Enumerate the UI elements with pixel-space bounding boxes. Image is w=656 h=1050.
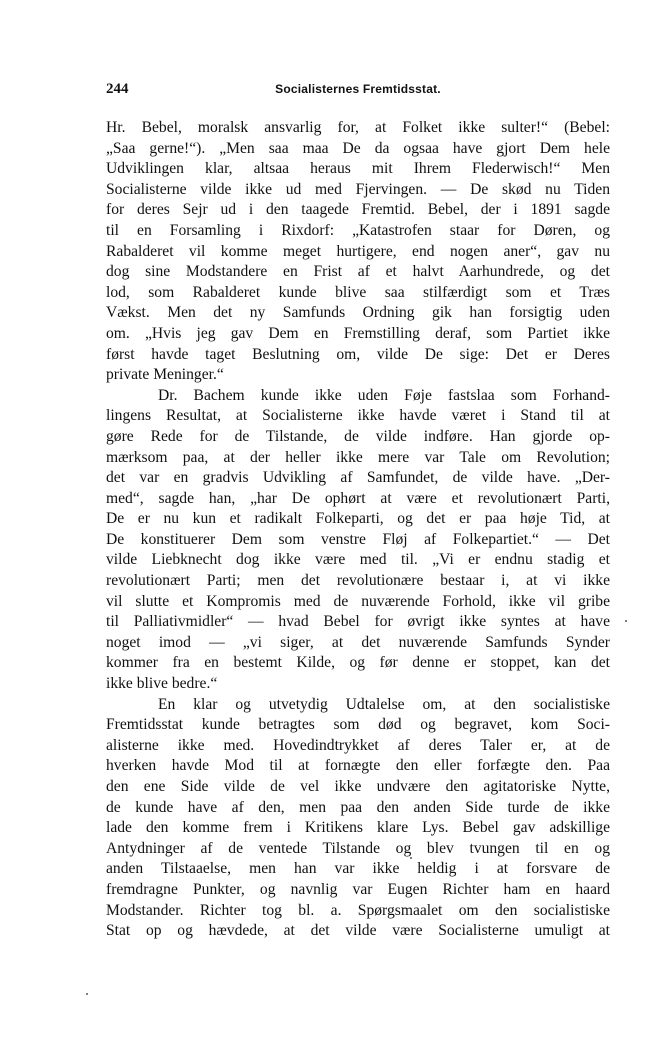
text-line: Vækst. Men det ny Samfunds Ordning gik han forsigtig uden [106, 304, 610, 322]
text-line: til en Forsamling i Rixdorf: „Katastrofen staar for Døren, og [106, 221, 610, 239]
text-line: vilde Liebknecht dog ikke være med til. „Vi er endnu stadig et [106, 551, 610, 569]
body-text [106, 118, 610, 942]
text-line: De konstituerer Dem som venstre Fløj af Folkepartiet.“ — Det [106, 530, 610, 548]
text-line: private Meninger.“ [106, 366, 224, 384]
text-line: ikke blive bedre.“ [106, 675, 218, 693]
scan-speck [625, 620, 627, 622]
scan-speck [86, 993, 88, 995]
running-head: Socialisternes Fremtidsstat. [275, 82, 441, 96]
text-line: Udviklingen klar, altsaa heraus mit Ihrem Flederwisch!“ Men [106, 160, 610, 178]
text-line: lod, som Rabalderet kunde blive saa stilfærdigt som et Træs [106, 283, 610, 301]
text-line: De er nu kun et radikalt Folkeparti, og det er paa høje Tid, at [106, 510, 610, 528]
text-line: Rabalderet vil komme meget hurtigere, end nogen aner“, gav nu [106, 242, 610, 260]
text-line: den ene Side vilde de vel ikke undvære den agitatoriske Nytte, [106, 778, 610, 795]
text-line: noget imod — „vi siger, at det nuværende Samfunds Synder [106, 633, 610, 651]
text-line: Dr. Bachem kunde ikke uden Føje fastslaa som Forhand- [158, 386, 610, 404]
text-line: revolutionært Parti; men det revolutionære bestaar i, at vi ikke [106, 572, 610, 590]
text-line: til Palliativmidler“ — hvad Bebel for øvrigt ikke syntes at have [106, 613, 610, 631]
text-line: vil slutte et Kompromis med de nuværende Forhold, ikke vil gribe [106, 592, 610, 610]
text-line: Stat op og hævdede, at det vilde være Socialisterne umuligt at [106, 922, 610, 940]
text-line: for deres Sejr ud i den taagede Fremtid. Bebel, der i 1891 sagde [106, 201, 610, 219]
text-line: om. „Hvis jeg gav Dem en Fremstilling deraf, som Partiet ikke [106, 324, 610, 342]
text-line: det var en gradvis Udvikling af Samfundet, de vilde have. „Der- [106, 469, 610, 487]
text-line: lade den komme frem i Kritikens klare Lys. Bebel gav adskillige [106, 819, 610, 837]
text-line: fremdragne Punkter, og navnlig var Eugen Richter ham en haard [106, 880, 610, 898]
page-number: 244 [106, 81, 129, 97]
text-line: dog sine Modstandere en Frist af et halvt Aarhundrede, og det [106, 263, 610, 281]
text-line: gøre Rede for de Tilstande, de vilde indføre. Han gjorde op- [106, 427, 610, 445]
text-line: En klar og utvetydig Udtalelse om, at den socialistiske [158, 695, 610, 713]
text-line: de kunde have af den, men paa den anden Side turde de ikke [106, 798, 610, 816]
text-line: Modstander. Richter tog bl. a. Spørgsmaalet om den socialistiske [106, 901, 610, 919]
text-line: Fremtidsstat kunde betragtes som død og begravet, kom Soci- [106, 716, 610, 734]
text-line: lingens Resultat, at Socialisterne ikke havde været i Stand til at [106, 407, 610, 425]
text-line: anden Tilstaaelse, men han var ikke heldig i at forsvare de [106, 860, 610, 878]
text-line: mærksom paa, at der heller ikke mere var Tale om Revolution; [106, 448, 610, 466]
text-line: først havde taget Beslutning om, vilde De sige: Det er Deres [106, 345, 610, 363]
text-line: hverken havde Mod til at fornægte den eller forfægte den. Paa [106, 757, 610, 775]
text-line: Hr. Bebel, moralsk ansvarlig for, at Folket ikke sulter!“ (Bebel: [106, 119, 610, 136]
text-line: Socialisterne vilde ikke ud med Fjervingen. — De skød nu Tiden [106, 180, 610, 198]
text-line: Antydninger af de ventede Tilstande og blev tvungen til en og [106, 839, 610, 857]
text-line: „Saa gerne!“). „Men saa maa De da ogsaa have gjort Dem hele [106, 139, 610, 157]
page-header [106, 79, 610, 99]
scan-speck [410, 857, 412, 859]
text-line: med“, sagde han, „har De ophørt at være et revolutionært Parti, [106, 489, 610, 507]
text-line: alisterne ikke med. Hovedindtrykket af deres Taler er, at de [106, 736, 610, 754]
text-line: kommer fra en bestemt Kilde, og før denne er stoppet, kan det [106, 654, 610, 672]
